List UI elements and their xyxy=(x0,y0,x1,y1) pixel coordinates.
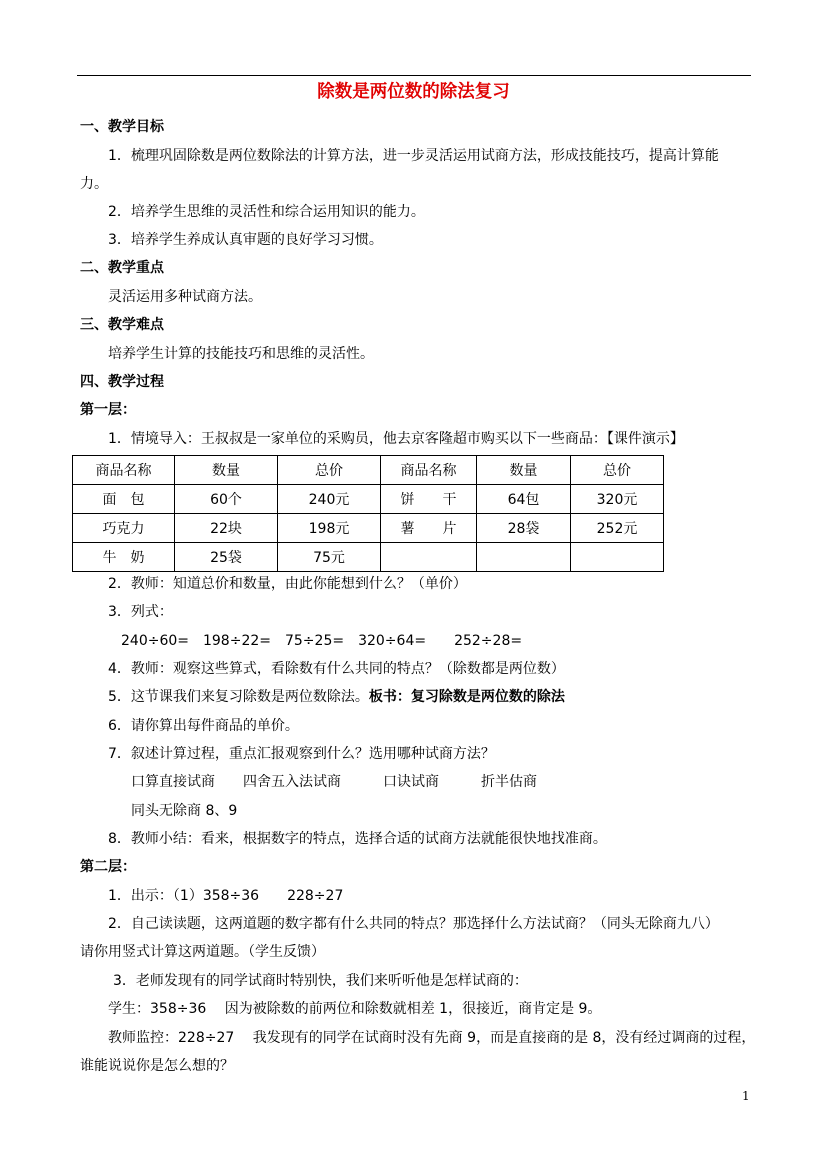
table-cell xyxy=(477,543,571,572)
level-2-step-3: 3．老师发现有的同学试商时特别快，我们来听听他是怎样试商的： xyxy=(113,973,528,989)
level-1-heading: 第一层： xyxy=(80,402,136,418)
step-7: 7．叙述计算过程，重点汇报观察到什么？选用哪种试商方法？ xyxy=(108,746,495,762)
table-row xyxy=(73,543,664,572)
table-cell: 薯 片 xyxy=(381,514,477,543)
table-row xyxy=(73,514,664,543)
step-3: 3．列式： xyxy=(108,604,173,620)
table-cell: 198元 xyxy=(278,514,381,543)
table-cell: 面 包 xyxy=(73,485,175,514)
table-cell: 240元 xyxy=(278,485,381,514)
document-title: 除数是两位数的除法复习 xyxy=(317,82,510,102)
step-8: 8．教师小结：看来，根据数字的特点，选择合适的试商方法就能很快地找准商。 xyxy=(108,831,607,847)
table-cell xyxy=(381,543,477,572)
step-4: 4．教师：观察这些算式，看除数有什么共同的特点？（除数都是两位数） xyxy=(108,661,565,677)
difficulty-text: 培养学生计算的技能技巧和思维的灵活性。 xyxy=(108,346,374,362)
level-2-step-2-cont: 请你用竖式计算这两道题。（学生反馈） xyxy=(80,944,325,960)
table-header-cell: 数量 xyxy=(175,456,278,485)
table-cell: 252元 xyxy=(571,514,664,543)
section-heading-difficulty: 三、教学难点 xyxy=(80,317,164,333)
table-cell xyxy=(571,543,664,572)
methods-line-1: 口算直接试商 四舍五入法试商 口诀试商 折半估商 xyxy=(131,774,537,790)
section-heading-goals: 一、教学目标 xyxy=(80,119,164,135)
table-cell: 巧克力 xyxy=(73,514,175,543)
methods-line-2: 同头无除商 8、9 xyxy=(131,803,238,819)
table-cell: 25袋 xyxy=(175,543,278,572)
goal-1-line-1: 1．梳理巩固除数是两位数除法的计算方法，进一步灵活运用试商方法，形成技能技巧，提高计算能 xyxy=(108,148,719,164)
step-5-text: 5．这节课我们来复习除数是两位数除法。 xyxy=(108,689,369,705)
step-2: 2．教师：知道总价和数量，由此你能想到什么？（单价） xyxy=(108,576,467,592)
table-header-row xyxy=(73,456,664,485)
table-cell: 320元 xyxy=(571,485,664,514)
page-number: 1 xyxy=(742,1089,750,1103)
section-heading-focus: 二、教学重点 xyxy=(80,260,164,276)
focus-text: 灵活运用多种试商方法。 xyxy=(108,289,262,305)
goods-table xyxy=(72,455,664,572)
expressions-line: 240÷60= 198÷22= 75÷25= 320÷64= 252÷28= xyxy=(121,633,523,649)
table-cell: 牛 奶 xyxy=(73,543,175,572)
level-2-heading: 第二层： xyxy=(80,859,136,875)
table-cell: 75元 xyxy=(278,543,381,572)
goal-2: 2．培养学生思维的灵活性和综合运用知识的能力。 xyxy=(108,204,425,220)
table-header-cell: 数量 xyxy=(477,456,571,485)
step-6: 6．请你算出每件商品的单价。 xyxy=(108,718,299,734)
table-cell: 28袋 xyxy=(477,514,571,543)
board-writing: 板书：复习除数是两位数的除法 xyxy=(368,689,565,705)
level-2-step-1: 1．出示：（1）358÷36 228÷27 xyxy=(108,888,344,904)
level-2-step-2: 2．自己读读题，这两道题的数字都有什么共同的特点？那选择什么方法试商？（同头无除商九八） xyxy=(108,916,719,932)
table-row xyxy=(73,485,664,514)
table-header-cell: 商品名称 xyxy=(73,456,175,485)
table-header-cell: 商品名称 xyxy=(381,456,477,485)
teacher-monitor: 教师监控：228÷27 我发现有的同学在试商时没有先商 9，而是直接商的是 8，没有经过调商的过程， xyxy=(108,1030,756,1046)
student-answer: 学生：358÷36 因为被除数的前两位和除数就相差 1，很接近，商肯定是 9。 xyxy=(108,1001,602,1017)
teacher-monitor-cont: 谁能说说你是怎么想的？ xyxy=(80,1058,234,1074)
step-1-intro: 1．情境导入：王叔叔是一家单位的采购员，他去京客隆超市购买以下一些商品：【课件演示】 xyxy=(108,431,684,447)
table-cell: 64包 xyxy=(477,485,571,514)
header-rule xyxy=(77,75,751,76)
goal-1-line-2: 力。 xyxy=(80,176,108,192)
table-cell: 饼 干 xyxy=(381,485,477,514)
table-cell: 60个 xyxy=(175,485,278,514)
table-header-cell: 总价 xyxy=(278,456,381,485)
table-cell: 22块 xyxy=(175,514,278,543)
table-header-cell: 总价 xyxy=(571,456,664,485)
step-5 xyxy=(108,688,565,706)
section-heading-process: 四、教学过程 xyxy=(80,374,164,390)
goal-3: 3．培养学生养成认真审题的良好学习习惯。 xyxy=(108,232,383,248)
